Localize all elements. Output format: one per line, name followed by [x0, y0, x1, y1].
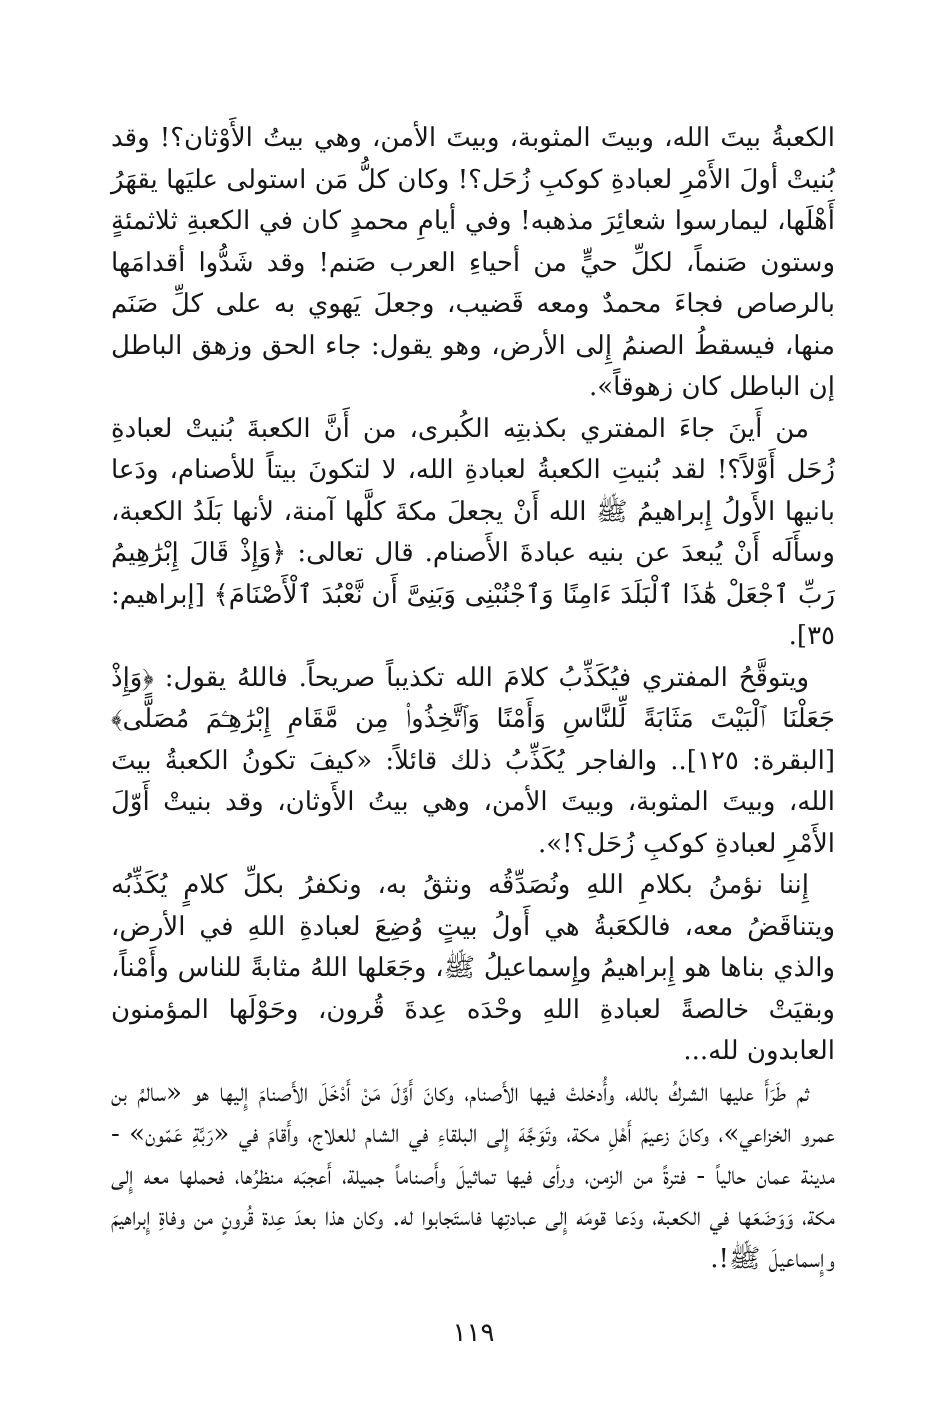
page-body: [111, 118, 835, 1280]
paragraph-1: الكعبةُ بيتَ الله، وبيتَ المثوبة، وبيتَ الأمن، وهي بيتُ الأَوْثان؟! وقد بُنيتْ أولَ الأَمْرِ لعبادةِ كوكبِ زُحَل؟! وكان كلُّ مَن استولى عليَها يقهَرُ أَهْلَها، ليمارسوا شعائِرَ مذهبه! وفي أيامِ محمدٍ كان في الكعبةِ ثلاثمئةٍ وستون صَنماً، لكلِّ حيٍّ من أحياءِ العرب صَنم! وقد شَدُّوا أقدامَها بالرصاص فجاءَ محمدٌ ومعه قَضيب، وجعلَ يَهوي به على كلِّ صَنَم منها، فيسقطُ الصنمُ إِلى الأرض، وهو يقول: جاء الحق وزهق الباطل إن الباطل كان زهوقاً».: [111, 123, 835, 402]
paragraph-2: من أَينَ جاءَ المفتري بكذبتِه الكُبرى، من أَنَّ الكعبةَ بُنيتْ لعبادةِ زُحَل أَوَّلاً؟! لقد بُنيتِ الكعبةُ لعبادةِ الله، لا لتكونَ بيتاً للأصنام، ودَعا بانيها الأَولُ إِبراهيمُ ﷺ الله أَنْ يجعلَ مكةَ كلَّها آمنة، لأنها بَلَدُ الكعبة، وسأَلَه أَنْ يُبعدَ عن بنيه عبادةَ الأَصنام. قال تعالى: ﴿وَإِذْ قَالَ إِبْرَٰهِيمُ رَبِّ ٱجْعَلْ هَٰذَا ٱلْبَلَدَ ءَامِنًا وَٱجْنُبْنِى وَبَنِىَّ أَن نَّعْبُدَ ٱلْأَصْنَامَ﴾ [إبراهيم: ٣٥].: [111, 413, 835, 651]
page-number: ١١٩: [452, 1318, 495, 1348]
paragraph-5: ثم طَرَأَ عليها الشركُ بالله، وأُدخلتْ فيها الأَصنام، وكانَ أَوَّلَ مَنْ أَدْخَلَ الأَصنامَ إِليها هو «سالمُ بن عمرو الخزاعي»، وكانَ زعيمَ أَهْلِ مكة، وتَوَجَّهَ إِلى البلقاءِ في الشام للعلاج، وأَقامَ في «رَبَّةِ عَمّون» - مدينة عمان حالياً - فترةً من الزمن، ورأى فيها تماثيلَ وأَصناماً جميلة، أَعجبَه منظرُها، فحملها معه إِلى مكة، وَوَضَعَها في الكعبة، ودَعا قومَه إِلى عبادتِها فاستَجابوا له. وكان هذا بعدَ عِدة قُرونٍ من وفاةِ إِبراهيمَ وإِسماعيلَ ﷺ!.: [111, 1077, 835, 1274]
paragraph-4: إِننا نؤمنُ بكلامِ اللهِ ونُصَدِّقُه ونثقُ به، ونكفرُ بكلِّ كلامٍ يُكَذِّبُه ويتناقَضُ معه، فالكعَبةُ هي أَولُ بيتٍ وُضِعَ لعبادةِ اللهِ في الأرض، والذي بناها هو إِبراهيمُ وإِسماعيلُ ﷺ، وجَعَلها اللهُ مثابةً للناس وأَمْناً، وبقيَتْ خالصةً لعبادةِ اللهِ وحْدَه عِدةَ قُرون، وحَوْلَها المؤمنون العابدون لله...: [111, 870, 835, 1066]
paragraph-3: ويتوقَّحُ المفتري فيُكَذِّبُ كلامَ الله تكذيباً صريحاً. فاللهُ يقول: ﴿وَإِذْ جَعَلْنَا ٱلْبَيْتَ مَثَابَةً لِّلنَّاسِ وَأَمْنًا وَٱتَّخِذُوا۟ مِن مَّقَامِ إِبْرَٰهِـۧمَ مُصَلًّى﴾ [البقرة: ١٢٥].. والفاجر يُكَذِّبُ ذلك قائلاً: «كيفَ تكونُ الكعبةُ بيتَ الله، وبيتَ المثوبة، وبيتَ الأمن، وهي بيتُ الأَوثان، وقد بنيتْ أَوّلَ الأَمْرِ لعبادةِ كوكبِ زُحَل؟!».: [111, 662, 835, 859]
